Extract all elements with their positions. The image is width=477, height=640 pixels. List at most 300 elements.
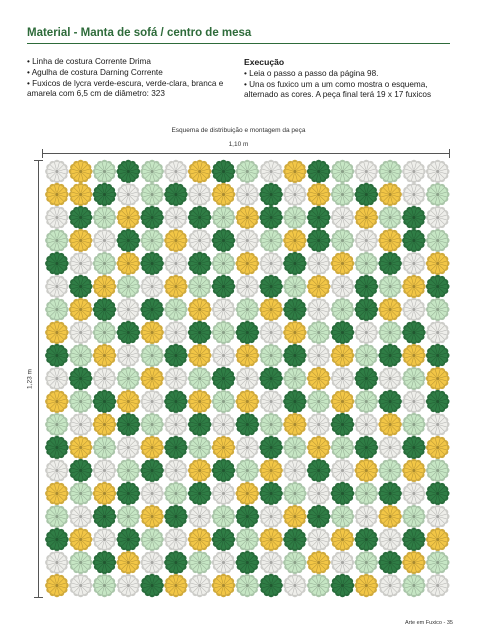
- fuxico-yellow: [426, 367, 450, 391]
- fuxico-dark-green: [259, 275, 283, 299]
- fuxico-white: [164, 413, 188, 437]
- fuxico-dark-green: [355, 528, 379, 552]
- fuxico-white: [117, 574, 141, 598]
- fuxico-white: [236, 183, 260, 207]
- fuxico-light-green: [69, 482, 93, 506]
- fuxico-dark-green: [283, 344, 307, 368]
- execution-item: • Una os fuxico um a um como mostra o esquema, alternado as cores. A peça final terá 19 x 17 fuxicos: [244, 79, 432, 100]
- fuxico-light-green: [140, 229, 164, 253]
- fuxico-yellow: [188, 459, 212, 483]
- fuxico-light-green: [378, 160, 402, 184]
- fuxico-dark-green: [402, 206, 426, 230]
- fuxico-light-green: [259, 344, 283, 368]
- fuxico-dark-green: [426, 390, 450, 414]
- fuxico-light-green: [188, 551, 212, 575]
- fuxico-dark-green: [259, 183, 283, 207]
- fuxico-white: [117, 183, 141, 207]
- fuxico-yellow: [378, 298, 402, 322]
- fuxico-dark-green: [259, 574, 283, 598]
- fuxico-white: [307, 344, 331, 368]
- fuxico-light-green: [378, 321, 402, 345]
- fuxico-white: [45, 160, 69, 184]
- fuxico-dark-green: [378, 482, 402, 506]
- fuxico-yellow: [93, 413, 117, 437]
- fuxico-white: [402, 183, 426, 207]
- fuxico-light-green: [140, 344, 164, 368]
- materials-item: • Linha de costura Corrente Drima: [27, 57, 151, 66]
- fuxico-light-green: [331, 229, 355, 253]
- fuxico-dark-green: [212, 275, 236, 299]
- fuxico-light-green: [93, 252, 117, 276]
- fuxico-white: [283, 459, 307, 483]
- fuxico-dark-green: [355, 436, 379, 460]
- fuxico-light-green: [117, 505, 141, 529]
- fuxico-light-green: [140, 160, 164, 184]
- fuxico-yellow: [236, 252, 260, 276]
- fuxico-yellow: [331, 528, 355, 552]
- fuxico-dark-green: [355, 183, 379, 207]
- fuxico-white: [93, 459, 117, 483]
- fuxico-white: [69, 413, 93, 437]
- fuxico-light-green: [69, 390, 93, 414]
- fuxico-white: [45, 206, 69, 230]
- fuxico-dark-green: [212, 459, 236, 483]
- fuxico-yellow: [307, 551, 331, 575]
- fuxico-light-green: [259, 229, 283, 253]
- fuxico-dark-green: [212, 528, 236, 552]
- fuxico-white: [236, 367, 260, 391]
- fuxico-dark-green: [402, 528, 426, 552]
- fuxico-dark-green: [283, 252, 307, 276]
- fuxico-white: [188, 229, 212, 253]
- fuxico-light-green: [426, 183, 450, 207]
- fuxico-light-green: [93, 160, 117, 184]
- fuxico-yellow: [69, 229, 93, 253]
- fuxico-dark-green: [69, 206, 93, 230]
- fuxico-white: [307, 528, 331, 552]
- fuxico-white: [426, 160, 450, 184]
- fuxico-yellow: [45, 321, 69, 345]
- fuxico-dark-green: [164, 436, 188, 460]
- fuxico-white: [355, 413, 379, 437]
- fuxico-white: [140, 551, 164, 575]
- fuxico-dark-green: [117, 528, 141, 552]
- fuxico-dark-green: [402, 436, 426, 460]
- fuxico-white: [259, 160, 283, 184]
- fuxico-light-green: [307, 574, 331, 598]
- fuxico-yellow: [45, 183, 69, 207]
- fuxico-white: [307, 252, 331, 276]
- fuxico-dark-green: [45, 252, 69, 276]
- fuxico-yellow: [164, 275, 188, 299]
- fuxico-dark-green: [93, 183, 117, 207]
- fuxico-yellow: [378, 505, 402, 529]
- fuxico-white: [164, 206, 188, 230]
- fuxico-dark-green: [426, 275, 450, 299]
- fuxico-light-green: [45, 298, 69, 322]
- fuxico-white: [164, 367, 188, 391]
- fuxico-white: [378, 436, 402, 460]
- fuxico-light-green: [402, 367, 426, 391]
- fuxico-light-green: [378, 275, 402, 299]
- fuxico-white: [426, 206, 450, 230]
- height-dimension-label: 1,23 m: [26, 369, 34, 389]
- fuxico-dark-green: [307, 505, 331, 529]
- fuxico-yellow: [426, 528, 450, 552]
- diagram-caption: Esquema de distribuição e montagem da peça: [171, 127, 306, 134]
- fuxico-dark-green: [69, 459, 93, 483]
- fuxico-white: [69, 252, 93, 276]
- fuxico-yellow: [378, 229, 402, 253]
- execution-heading: Execução: [244, 57, 285, 67]
- fuxico-yellow: [259, 528, 283, 552]
- fuxico-yellow: [164, 574, 188, 598]
- fuxico-dark-green: [307, 459, 331, 483]
- fuxico-yellow: [355, 206, 379, 230]
- fuxico-dark-green: [307, 206, 331, 230]
- fuxico-yellow: [283, 505, 307, 529]
- fuxico-light-green: [426, 551, 450, 575]
- fuxico-white: [69, 321, 93, 345]
- fuxico-yellow: [140, 321, 164, 345]
- fuxico-dark-green: [331, 482, 355, 506]
- fuxico-white: [426, 413, 450, 437]
- page-footer: Arte em Fuxico - 35: [405, 620, 453, 626]
- fuxico-dark-green: [355, 298, 379, 322]
- fuxico-white: [212, 551, 236, 575]
- fuxico-white: [355, 321, 379, 345]
- fuxico-white: [164, 459, 188, 483]
- fuxico-light-green: [117, 459, 141, 483]
- fuxico-yellow: [307, 436, 331, 460]
- fuxico-light-green: [307, 390, 331, 414]
- fuxico-white: [402, 390, 426, 414]
- fuxico-yellow: [69, 298, 93, 322]
- fuxico-dark-green: [164, 551, 188, 575]
- fuxico-dark-green: [140, 298, 164, 322]
- fuxico-white: [45, 459, 69, 483]
- fuxico-white: [426, 505, 450, 529]
- fuxico-yellow: [140, 436, 164, 460]
- fuxico-light-green: [355, 344, 379, 368]
- fuxico-light-green: [212, 390, 236, 414]
- fuxico-white: [140, 482, 164, 506]
- fuxico-yellow: [378, 413, 402, 437]
- fuxico-dark-green: [188, 321, 212, 345]
- fuxico-dark-green: [117, 413, 141, 437]
- fuxico-yellow: [69, 160, 93, 184]
- fuxico-white: [93, 528, 117, 552]
- fuxico-light-green: [93, 321, 117, 345]
- fuxico-dark-green: [45, 436, 69, 460]
- fuxico-light-green: [140, 183, 164, 207]
- fuxico-dark-green: [378, 252, 402, 276]
- width-dimension-label: 1,10 m: [228, 141, 249, 148]
- fuxico-yellow: [188, 390, 212, 414]
- fuxico-white: [378, 574, 402, 598]
- fuxico-light-green: [236, 298, 260, 322]
- fuxico-light-green: [93, 574, 117, 598]
- fuxico-white: [426, 321, 450, 345]
- fuxico-white: [212, 344, 236, 368]
- fuxico-yellow: [69, 528, 93, 552]
- fuxico-white: [283, 574, 307, 598]
- fuxico-light-green: [117, 275, 141, 299]
- fuxico-dark-green: [307, 160, 331, 184]
- fuxico-white: [188, 574, 212, 598]
- fuxico-yellow: [283, 229, 307, 253]
- fuxico-light-green: [331, 160, 355, 184]
- fuxico-white: [117, 344, 141, 368]
- fuxico-white: [402, 482, 426, 506]
- fuxico-yellow: [236, 482, 260, 506]
- fuxico-white: [45, 551, 69, 575]
- fuxico-yellow: [236, 344, 260, 368]
- fuxico-light-green: [93, 436, 117, 460]
- fuxico-dark-green: [140, 206, 164, 230]
- fuxico-light-green: [212, 505, 236, 529]
- fuxico-yellow: [402, 275, 426, 299]
- fuxico-light-green: [212, 321, 236, 345]
- fuxico-dark-green: [117, 160, 141, 184]
- fuxico-yellow: [188, 298, 212, 322]
- fuxico-yellow: [117, 252, 141, 276]
- fuxico-yellow: [426, 252, 450, 276]
- fuxico-light-green: [93, 206, 117, 230]
- fuxico-white: [426, 574, 450, 598]
- page-title: Material - Manta de sofá / centro de mesa: [27, 27, 252, 39]
- fuxico-yellow: [117, 551, 141, 575]
- fuxico-white: [69, 574, 93, 598]
- fuxico-light-green: [402, 574, 426, 598]
- fuxico-light-green: [236, 160, 260, 184]
- fuxico-yellow: [93, 482, 117, 506]
- fuxico-light-green: [236, 459, 260, 483]
- fuxico-white: [259, 252, 283, 276]
- fuxico-yellow: [331, 344, 355, 368]
- fuxico-white: [402, 298, 426, 322]
- fuxico-white: [164, 160, 188, 184]
- fuxico-yellow: [426, 436, 450, 460]
- fuxico-dark-green: [378, 390, 402, 414]
- fuxico-yellow: [188, 160, 212, 184]
- fuxico-yellow: [117, 206, 141, 230]
- fuxico-white: [188, 505, 212, 529]
- fuxico-dark-green: [283, 298, 307, 322]
- fuxico-light-green: [188, 436, 212, 460]
- fuxico-yellow: [236, 390, 260, 414]
- fuxico-white: [93, 367, 117, 391]
- fuxico-dark-green: [140, 459, 164, 483]
- fuxico-yellow: [236, 206, 260, 230]
- fuxico-light-green: [283, 482, 307, 506]
- fuxico-white: [331, 206, 355, 230]
- fuxico-yellow: [45, 390, 69, 414]
- fuxico-white: [236, 436, 260, 460]
- fuxico-light-green: [259, 413, 283, 437]
- fuxico-light-green: [117, 367, 141, 391]
- fuxico-white: [259, 321, 283, 345]
- fuxico-white: [331, 459, 355, 483]
- fuxico-yellow: [331, 252, 355, 276]
- fuxico-yellow: [93, 344, 117, 368]
- fuxico-light-green: [283, 206, 307, 230]
- fuxico-dark-green: [331, 413, 355, 437]
- fuxico-light-green: [331, 436, 355, 460]
- fuxico-dark-green: [212, 229, 236, 253]
- fuxico-light-green: [402, 505, 426, 529]
- fuxico-light-green: [283, 551, 307, 575]
- fuxico-dark-green: [117, 229, 141, 253]
- fuxico-light-green: [140, 528, 164, 552]
- fuxico-dark-green: [355, 367, 379, 391]
- fuxico-dark-green: [236, 413, 260, 437]
- fuxico-white: [45, 275, 69, 299]
- fuxico-light-green: [426, 229, 450, 253]
- fuxico-yellow: [307, 275, 331, 299]
- fuxico-white: [307, 482, 331, 506]
- execution-item: • Leia o passo a passo da página 98.: [244, 68, 379, 78]
- fuxico-dark-green: [93, 505, 117, 529]
- fuxico-white: [355, 229, 379, 253]
- fuxico-white: [117, 298, 141, 322]
- fuxico-yellow: [140, 367, 164, 391]
- fuxico-white: [236, 229, 260, 253]
- fuxico-white: [331, 551, 355, 575]
- fuxico-yellow: [117, 390, 141, 414]
- fuxico-dark-green: [236, 551, 260, 575]
- fuxico-dark-green: [212, 160, 236, 184]
- fuxico-yellow: [188, 528, 212, 552]
- fuxico-light-green: [236, 574, 260, 598]
- fuxico-white: [236, 275, 260, 299]
- fuxico-white: [164, 252, 188, 276]
- fuxico-light-green: [164, 298, 188, 322]
- fuxico-yellow: [45, 574, 69, 598]
- fuxico-yellow: [402, 551, 426, 575]
- fuxico-light-green: [355, 482, 379, 506]
- fuxico-yellow: [212, 436, 236, 460]
- fuxico-dark-green: [355, 275, 379, 299]
- fuxico-white: [259, 551, 283, 575]
- fuxico-white: [402, 252, 426, 276]
- fuxico-light-green: [45, 229, 69, 253]
- fuxico-light-green: [378, 206, 402, 230]
- fuxico-yellow: [283, 321, 307, 345]
- fuxico-white: [355, 505, 379, 529]
- fuxico-dark-green: [378, 551, 402, 575]
- fuxico-yellow: [355, 459, 379, 483]
- fuxico-yellow: [355, 574, 379, 598]
- fuxico-yellow: [140, 505, 164, 529]
- fuxico-yellow: [402, 344, 426, 368]
- fuxico-dark-green: [212, 367, 236, 391]
- fuxico-dark-green: [69, 367, 93, 391]
- fuxico-white: [164, 321, 188, 345]
- fuxico-light-green: [140, 413, 164, 437]
- fuxico-light-green: [331, 505, 355, 529]
- fuxico-light-green: [164, 482, 188, 506]
- fuxico-light-green: [45, 413, 69, 437]
- fuxico-dark-green: [259, 482, 283, 506]
- fuxico-dark-green: [426, 344, 450, 368]
- fuxico-dark-green: [188, 413, 212, 437]
- fuxico-yellow: [259, 298, 283, 322]
- fuxico-dark-green: [283, 528, 307, 552]
- fuxico-dark-green: [164, 344, 188, 368]
- fuxico-light-green: [45, 505, 69, 529]
- fuxico-light-green: [212, 252, 236, 276]
- fuxico-dark-green: [69, 275, 93, 299]
- fuxico-white: [307, 413, 331, 437]
- fuxico-dark-green: [307, 229, 331, 253]
- fuxico-white: [331, 275, 355, 299]
- fuxico-yellow: [307, 183, 331, 207]
- fuxico-dark-green: [331, 321, 355, 345]
- fuxico-dark-green: [402, 321, 426, 345]
- fuxico-dark-green: [117, 482, 141, 506]
- fuxico-yellow: [283, 160, 307, 184]
- fuxico-light-green: [331, 183, 355, 207]
- fuxico-light-green: [355, 551, 379, 575]
- fuxico-white: [188, 183, 212, 207]
- fuxico-white: [69, 505, 93, 529]
- fuxico-light-green: [402, 413, 426, 437]
- fuxico-white: [212, 482, 236, 506]
- fuxico-light-green: [283, 436, 307, 460]
- fuxico-dark-green: [188, 206, 212, 230]
- fuxico-dark-green: [378, 344, 402, 368]
- fuxico-light-green: [378, 459, 402, 483]
- fuxico-white: [45, 367, 69, 391]
- fuxico-dark-green: [164, 390, 188, 414]
- fuxico-dark-green: [331, 574, 355, 598]
- fuxico-white: [164, 528, 188, 552]
- fuxico-white: [355, 160, 379, 184]
- fuxico-yellow: [69, 436, 93, 460]
- fuxico-yellow: [259, 459, 283, 483]
- fuxico-dark-green: [188, 482, 212, 506]
- fuxico-dark-green: [259, 367, 283, 391]
- materials-item: • Fuxicos de lycra verde-escura, verde-clara, branca e amarela com 6,5 cm de diâmetro: 323: [27, 78, 224, 99]
- fuxico-light-green: [355, 390, 379, 414]
- fuxico-light-green: [283, 275, 307, 299]
- fuxico-white: [402, 160, 426, 184]
- fuxico-dark-green: [117, 321, 141, 345]
- fuxico-white: [212, 298, 236, 322]
- fuxico-dark-green: [45, 344, 69, 368]
- fuxico-white: [307, 298, 331, 322]
- fuxico-yellow: [188, 344, 212, 368]
- fuxico-yellow: [212, 574, 236, 598]
- fuxico-white: [140, 275, 164, 299]
- fuxico-light-green: [69, 551, 93, 575]
- fuxico-dark-green: [140, 574, 164, 598]
- fuxico-light-green: [331, 298, 355, 322]
- fuxico-light-green: [188, 275, 212, 299]
- fuxico-white: [378, 528, 402, 552]
- fuxico-dark-green: [45, 528, 69, 552]
- fuxico-yellow: [164, 229, 188, 253]
- fuxico-light-green: [355, 252, 379, 276]
- fuxico-dark-green: [259, 206, 283, 230]
- fuxico-dark-green: [164, 183, 188, 207]
- fuxico-yellow: [402, 459, 426, 483]
- fuxico-yellow: [307, 367, 331, 391]
- fuxico-dark-green: [259, 436, 283, 460]
- fuxico-dark-green: [140, 252, 164, 276]
- fuxico-dark-green: [236, 321, 260, 345]
